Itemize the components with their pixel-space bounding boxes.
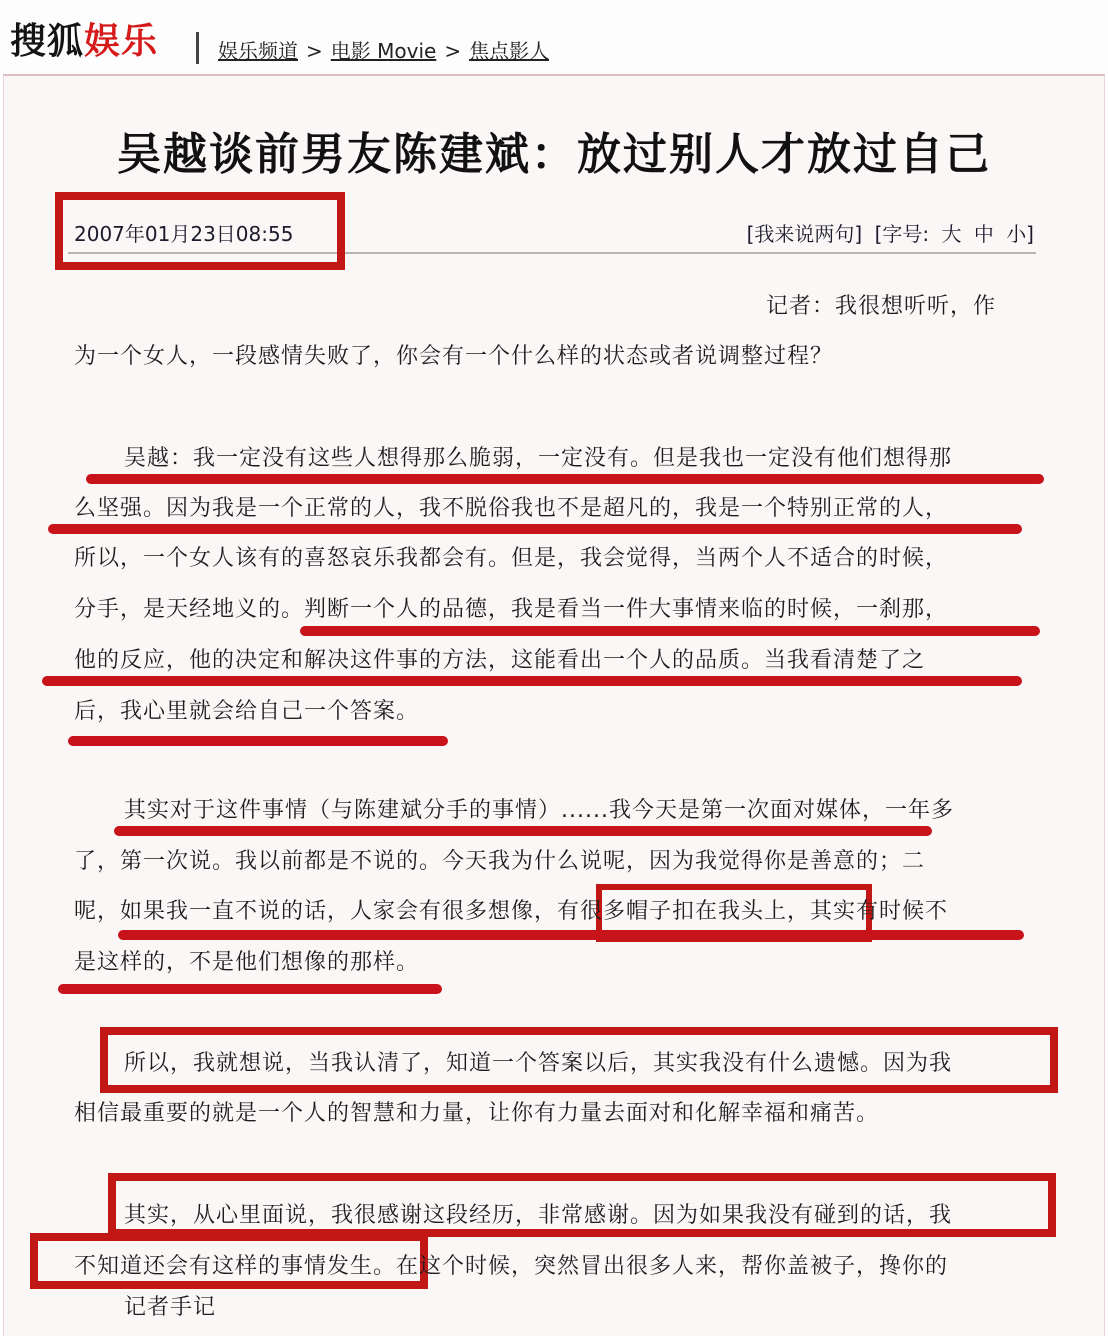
font-size-label: [字号:	[874, 222, 930, 246]
body-line: 分手，是天经地义的。判断一个人的品德，我是看当一件大事情来临的时候，一刹那，	[74, 597, 949, 622]
body-line: 呢，如果我一直不说的话，人家会有很多想像，有很多帽子扣在我头上，其实有时候不	[74, 899, 949, 924]
breadcrumb-ent-channel[interactable]: 娱乐频道	[218, 39, 298, 63]
comment-link[interactable]: [我来说两句]	[746, 222, 863, 246]
article-title: 吴越谈前男友陈建斌：放过别人才放过自己	[117, 129, 991, 180]
highlight-box-date	[55, 192, 345, 270]
body-line: 是这样的，不是他们想像的那样。	[74, 950, 420, 975]
body-line: 吴越：我一定没有这些人想得那么脆弱，一定没有。但是我也一定没有他们想得那	[124, 446, 953, 471]
font-size-large[interactable]: 大	[941, 222, 962, 246]
highlight-underline	[42, 676, 1022, 686]
highlight-underline	[68, 736, 448, 746]
body-line: 记者手记	[124, 1295, 217, 1320]
body-line: 他的反应，他的决定和解决这件事的方法，这能看出一个人的品质。当我看清楚了之	[74, 648, 926, 673]
highlight-underline	[114, 826, 932, 836]
breadcrumb	[218, 38, 549, 64]
body-line: 所以，我就想说，当我认清了，知道一个答案以后，其实我没有什么遗憾。因为我	[124, 1051, 953, 1076]
logo-divider	[196, 32, 199, 64]
site-header	[0, 0, 1108, 74]
highlight-underline	[58, 984, 442, 994]
font-size-medium[interactable]: 中	[973, 222, 994, 246]
body-line: 所以，一个女人该有的喜怒哀乐我都会有。但是，我会觉得，当两个人不适合的时候，	[74, 546, 949, 571]
body-line: 其实，从心里面说，我很感谢这段经历，非常感谢。因为如果我没有碰到的话，我	[124, 1203, 953, 1228]
breadcrumb-focus-stars[interactable]: 焦点影人	[469, 39, 550, 63]
logo-sohu: 搜狐	[10, 21, 85, 62]
body-line: 么坚强。因为我是一个正常的人，我不脱俗我也不是超凡的，我是一个特别正常的人，	[74, 496, 949, 521]
breadcrumb-separator: >	[444, 39, 462, 63]
body-line: 记者：我很想听听，作	[766, 294, 997, 319]
publish-date: 2007年01月23日08:55	[74, 222, 294, 246]
breadcrumb-separator: >	[306, 39, 323, 63]
body-line: 后，我心里就会给自己一个答案。	[74, 699, 420, 724]
body-line: 为一个女人，一段感情失败了，你会有一个什么样的状态或者说调整过程？	[74, 344, 834, 369]
sohu-ent-logo[interactable]	[10, 20, 158, 64]
breadcrumb-movie[interactable]: 电影 Movie	[330, 39, 437, 63]
logo-ent: 娱乐	[84, 21, 159, 62]
font-size-small[interactable]: 小]	[1006, 222, 1034, 246]
highlight-underline	[300, 626, 1040, 636]
highlight-underline	[86, 474, 1044, 484]
highlight-underline	[118, 930, 1024, 940]
body-line: 了，第一次说。我以前都是不说的。今天我为什么说呢，因为我觉得你是善意的；二	[74, 849, 926, 874]
article-tools	[741, 218, 1034, 247]
body-line: 相信最重要的就是一个人的智慧和力量，让你有力量去面对和化解幸福和痛苦。	[74, 1101, 880, 1126]
highlight-underline	[48, 524, 1022, 534]
body-line: 不知道还会有这样的事情发生。在这个时候，突然冒出很多人来，帮你盖被子，搀你的	[74, 1254, 949, 1279]
body-line: 其实对于这件事情（与陈建斌分手的事情）......我今天是第一次面对媒体，一年多	[124, 798, 954, 823]
